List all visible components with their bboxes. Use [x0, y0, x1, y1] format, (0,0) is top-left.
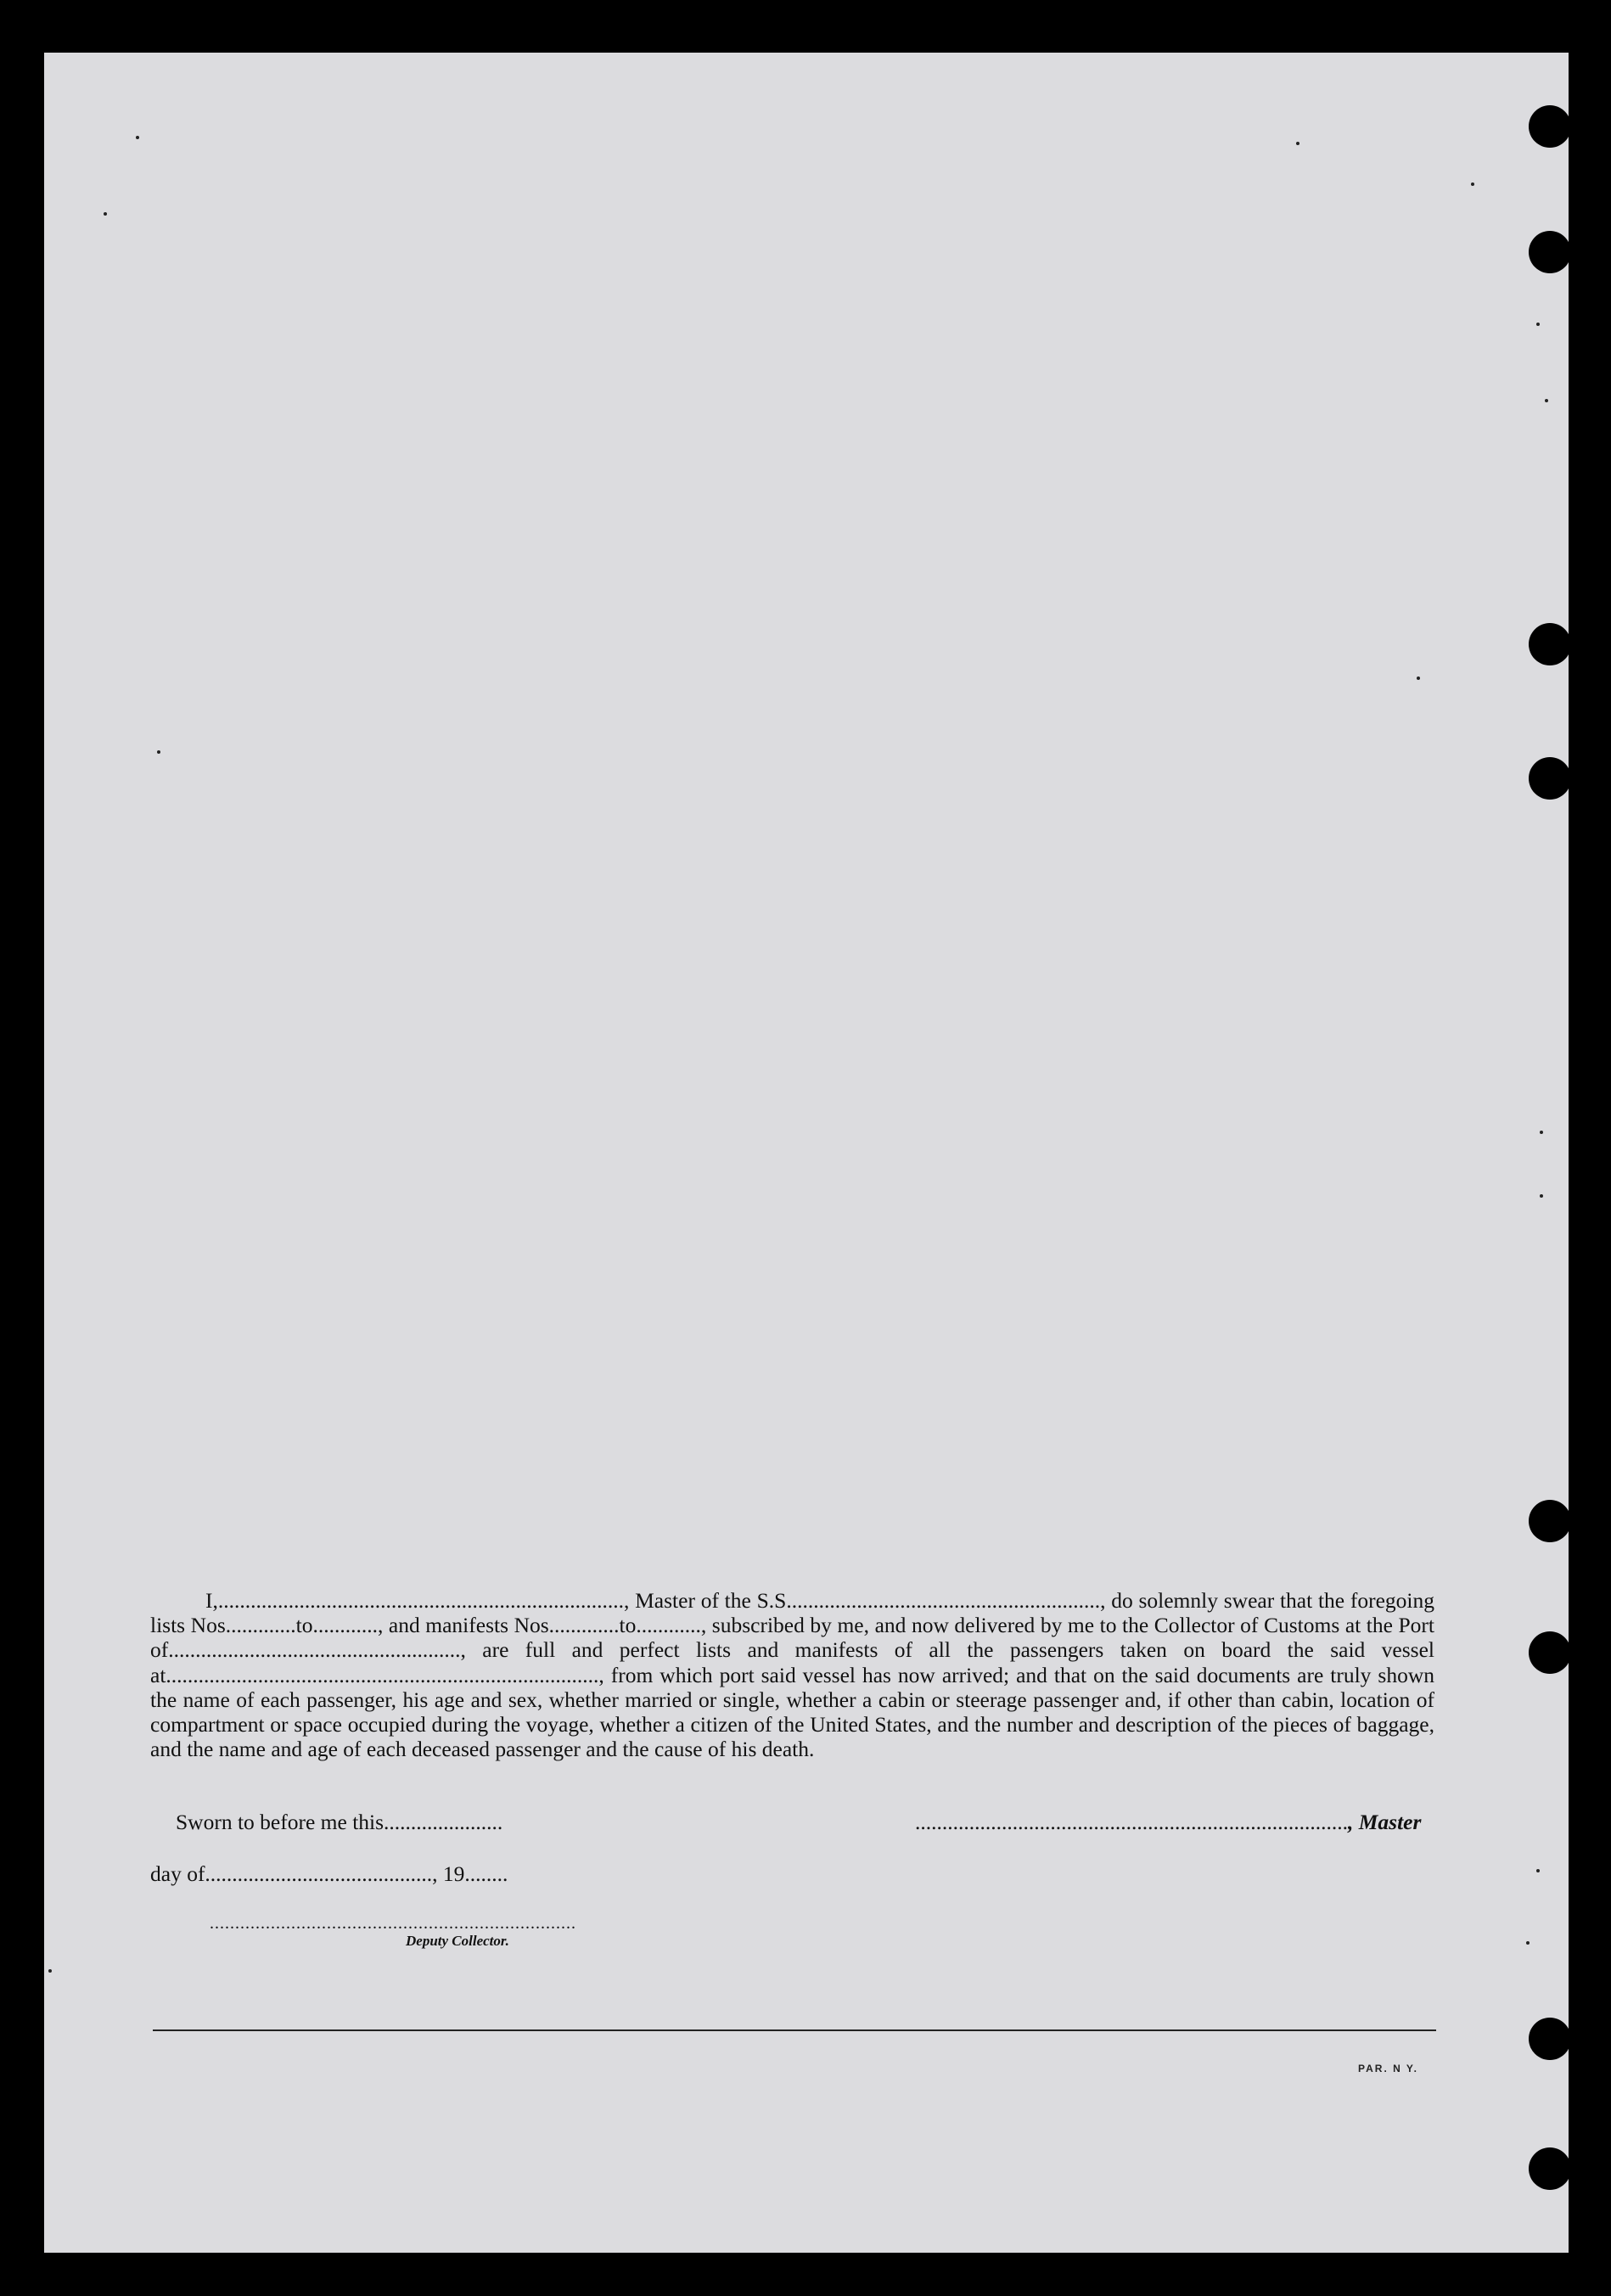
master-signature [915, 1810, 1421, 1835]
oath-text: I,..........................................................................., Master of the S.S.........................................................., do solemnly swear that the foregoing lists Nos.............to............, and manifests Nos.............to............, subscribed by me, and now delivered by me to the Collector of Customs at the Port of......................................................, are full and perfect lists and manifests of all the passengers taken on board the said vessel at................................................................................, from which port said vessel has now arrived; and that on the said documents are truly shown the name of each passenger, his age and sex, whether married or single, whether a cabin or steerage passenger and, if other than cabin, location of compartment or space occupied during the voyage, whether a citizen of the United States, and the number and description of the pieces of baggage, and the name and age of each deceased passenger and the cause of his death. [150, 1588, 1434, 1762]
deputy-collector-label: Deputy Collector. [406, 1933, 509, 1949]
printer-mark: PAR. N Y. [1358, 2063, 1418, 2074]
scan-speck [1540, 1131, 1543, 1134]
scan-speck [1536, 323, 1540, 326]
punch-hole [1529, 1500, 1571, 1542]
scan-speck [48, 1969, 52, 1973]
scan-speck [104, 212, 107, 216]
master-label: , Master [1348, 1810, 1422, 1834]
scan-speck [1545, 399, 1548, 402]
punch-hole [1529, 623, 1571, 665]
bottom-rule [153, 2029, 1436, 2031]
scan-speck [1540, 1194, 1543, 1198]
punch-hole [1529, 105, 1571, 148]
punch-hole [1529, 231, 1571, 273]
deputy-signature-line: ........................................................................ [210, 1914, 576, 1933]
scan-speck [1526, 1941, 1530, 1945]
scan-speck [1296, 142, 1299, 145]
day-line: day of.........................................., 19........ [150, 1861, 508, 1886]
punch-hole [1529, 2018, 1571, 2060]
punch-hole [1529, 1631, 1571, 1674]
punch-hole [1529, 757, 1571, 800]
sworn-line: Sworn to before me this...................... [176, 1810, 503, 1834]
scan-speck [1417, 676, 1420, 680]
scan-speck [1536, 1869, 1540, 1872]
punch-hole [1529, 2147, 1571, 2190]
scan-speck [157, 750, 160, 754]
scan-speck [1471, 182, 1474, 186]
oath-paragraph [150, 1588, 1434, 1761]
scan-speck [136, 136, 139, 139]
master-signature-line: ................................................................................ [915, 1810, 1348, 1834]
